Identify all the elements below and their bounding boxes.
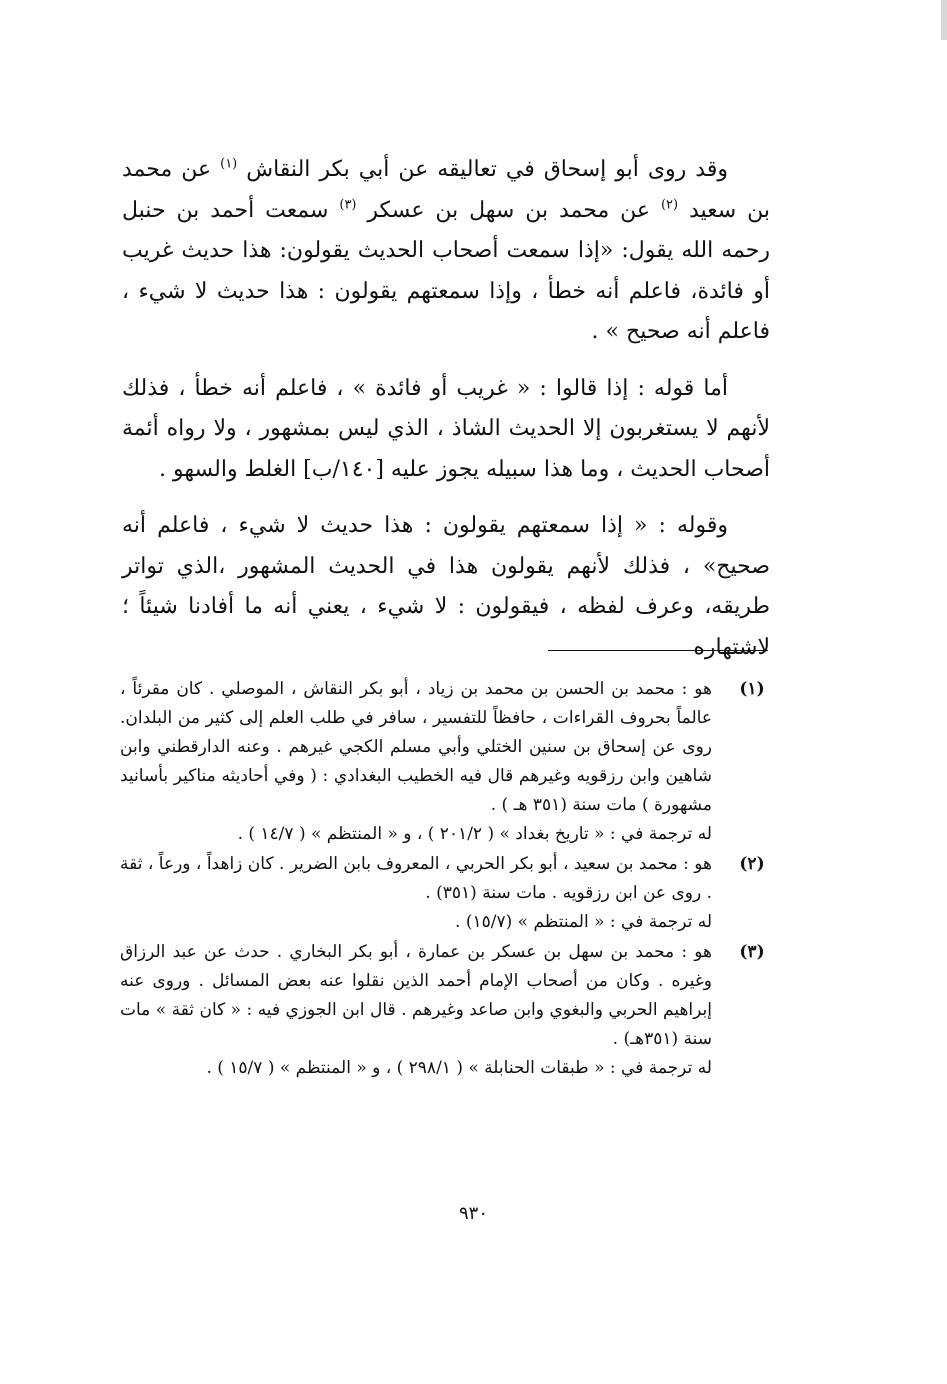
footnote-2-text: هو : محمد بن سعيد ، أبو بكر الحربي ، المعروف بابن الضرير . كان زاهداً ، ورعاً ، ثقة . روى عن ابن رزقويه . مات سنة (٣٥١) .: [120, 854, 712, 903]
footnote-3-text: هو : محمد بن سهل بن عسكر بن عمارة ، أبو بكر البخاري . حدث عن عبد الرزاق وغيره . وكان من أصحاب الإمام أحمد الذين نقلوا عنه بعض المسائل . وروى عنه إبراهيم الحربي والبغوي وابن صاعد وغيرهم . قال ابن الجوزي فيه : « كان ثقة » مات سنة (٣٥١هـ) .: [120, 942, 712, 1049]
paragraph-1: [122, 150, 770, 353]
footnote-1-text: هو : محمد بن الحسن بن محمد بن زياد ، أبو بكر النقاش ، الموصلي . كان مقرئاً ، عالماً بحروف القراءات ، حافظاً للتفسير ، سافر في طلب العلم إلى كثير من البلدان. روى عن إسحاق بن سنين الختلي وأبي مسلم الكجي غيرهم . وعنه الدارقطني وابن شاهين وابن رزقويه وغيرهم قال فيه الخطيب البغدادي : ( وفي أحاديثه مناكير بأسانيد مشهورة ) مات سنة (٣٥١ هـ ) .: [120, 679, 712, 815]
scan-edge-mark: [941, 0, 947, 40]
footnote-2: [120, 850, 772, 937]
page-number: ٩٣٠: [458, 1203, 488, 1224]
paragraph-1-part-3: عن محمد بن سهل بن عسكر: [356, 197, 661, 223]
footnote-separator: [548, 650, 768, 651]
footnotes: [120, 675, 772, 1084]
footnote-marker-2: (٢): [660, 197, 679, 213]
paragraph-1-part-2: عن محمد بن سعيد: [122, 157, 770, 223]
footnote-1-number: (١): [739, 679, 765, 699]
footnote-2-number: (٢): [739, 854, 765, 874]
footnote-3-number: (٣): [739, 942, 765, 962]
footnote-1-reference: له ترجمة في : « تاريخ بغداد » ( ٢٠١/٢ ) ، و « المنتظم » ( ١٤/٧ ) .: [237, 824, 712, 844]
paragraph-3: وقوله : « إذا سمعتهم يقولون : هذا حديث لا شيء ، فاعلم أنه صحيح» ، فذلك لأنهم يقولون هذا في الحديث المشهور ،الذي تواتر طريقه، وعرف لفظه ، فيقولون : لا شيء ، يعني أنه ما أفادنا شيئاً ؛ لاشتهاره: [122, 513, 770, 660]
main-text: [122, 150, 770, 668]
footnote-marker-3: (٣): [339, 197, 357, 213]
paragraph-1-part-1: وقد روى أبو إسحاق في تعاليقه عن أبي بكر النقاش: [237, 157, 728, 182]
footnote-3-reference: له ترجمة في : « طبقات الحنابلة » ( ٢٩٨/١ ) ، و « المنتظم » ( ١٥/٧ ) .: [206, 1058, 712, 1078]
paragraph-1-part-4: سمعت أحمد بن حنبل رحمه الله يقول: «إذا سمعت أصحاب الحديث يقولون: هذا حديث غريب أو فائدة، فاعلم أنه خطأ ، وإذا سمعتهم يقولون : هذا حديث لا شيء ، فاعلم أنه صحيح » .: [122, 197, 770, 344]
footnote-2-reference: له ترجمة في : « المنتظم » (١٥/٧) .: [455, 912, 712, 932]
paragraph-2: أما قوله : إذا قالوا : « غريب أو فائدة » ، فاعلم أنه خطأ ، فذلك لأنهم لا يستغربون إلا الحديث الشاذ ، الذي ليس بمشهور ، ولا رواه أئمة أصحاب الحديث ، وما هذا سبيله يجوز عليه [١٤٠/ب] الغلط والسهو .: [122, 375, 770, 482]
footnote-1: [120, 675, 772, 849]
footnote-marker-1: (١): [220, 156, 238, 172]
footnote-3: [120, 938, 772, 1083]
